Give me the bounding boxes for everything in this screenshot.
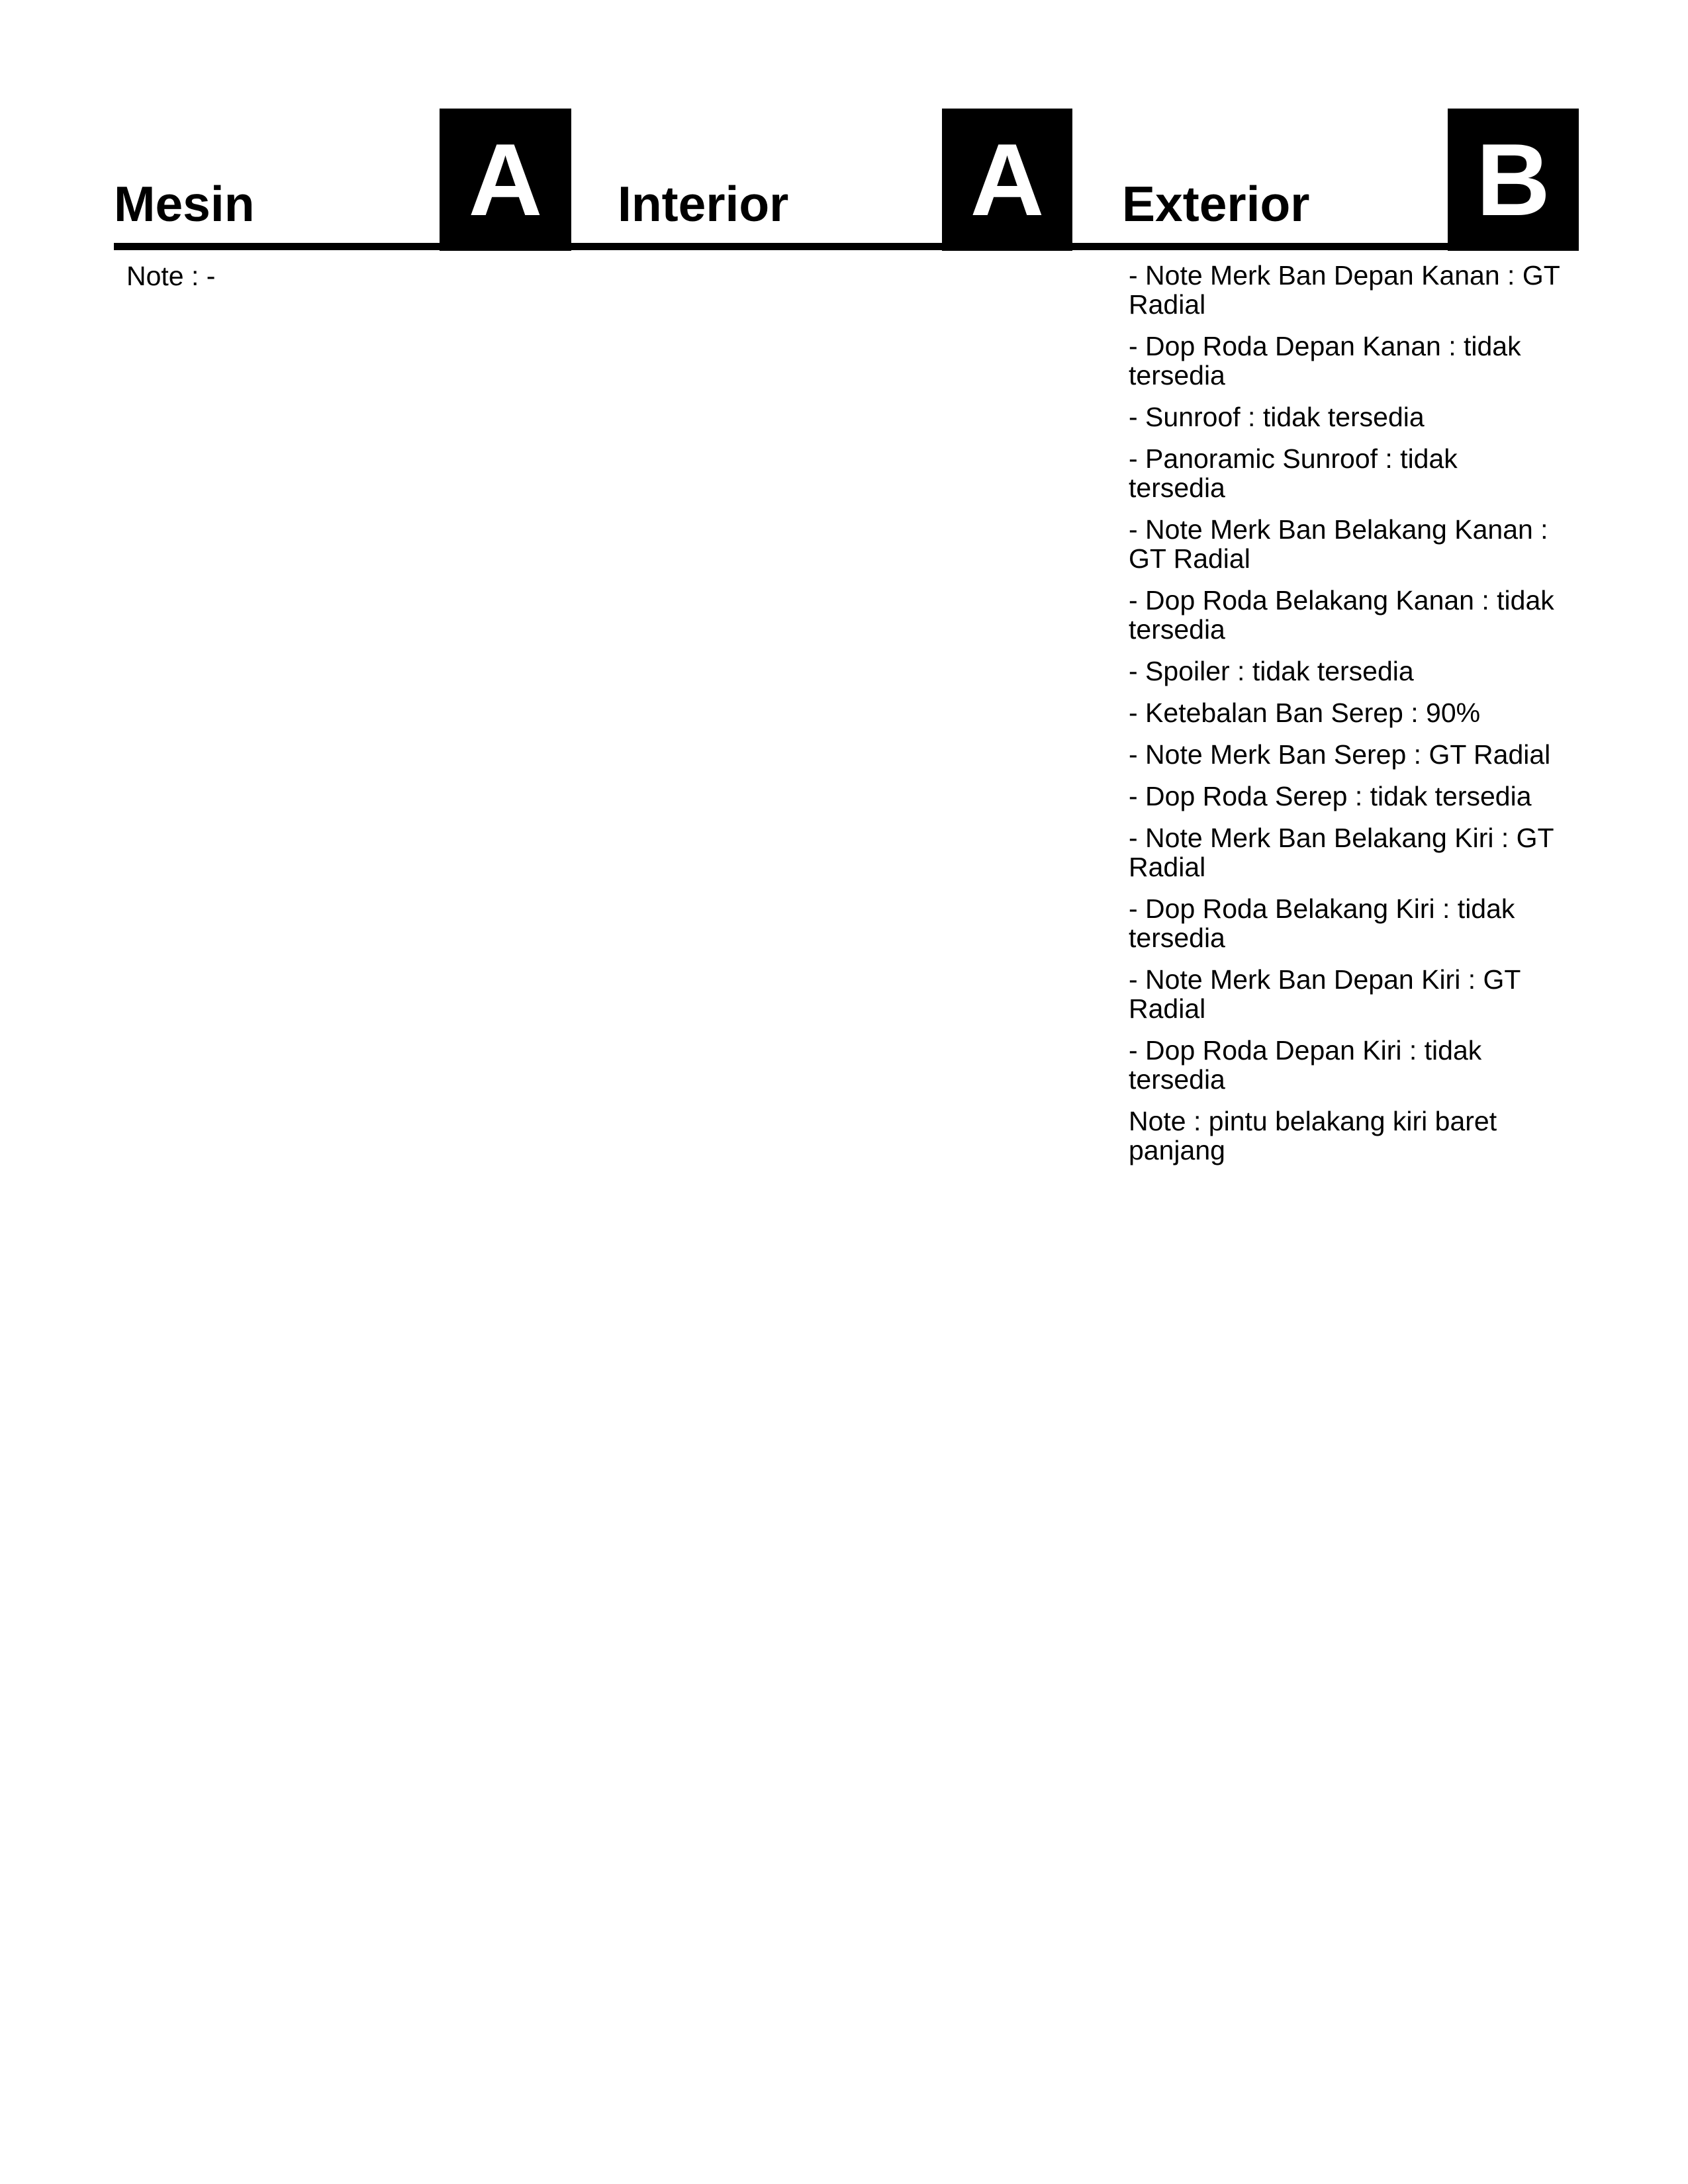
- exterior-item: - Dop Roda Belakang Kiri : tidak tersedia: [1129, 893, 1515, 953]
- grade-box-mesin: [440, 109, 571, 251]
- exterior-item: - Dop Roda Serep : tidak tersedia: [1129, 781, 1532, 811]
- grade-box-interior: [942, 109, 1072, 251]
- exterior-item: - Note Merk Ban Depan Kanan : GT Radial: [1129, 260, 1560, 320]
- section-title-mesin: Mesin: [114, 176, 255, 232]
- exterior-item: - Note Merk Ban Belakang Kiri : GT Radial: [1129, 823, 1554, 882]
- exterior-item: - Note Merk Ban Serep : GT Radial: [1129, 739, 1551, 770]
- exterior-item: - Dop Roda Depan Kiri : tidak tersedia: [1129, 1035, 1482, 1095]
- exterior-item: - Ketebalan Ban Serep : 90%: [1129, 698, 1481, 728]
- exterior-item: - Panoramic Sunroof : tidak tersedia: [1129, 443, 1458, 503]
- exterior-item: - Spoiler : tidak tersedia: [1129, 656, 1414, 686]
- mesin-note: Note : -: [126, 261, 216, 291]
- exterior-item: - Sunroof : tidak tersedia: [1129, 402, 1425, 432]
- grade-letter-exterior: B: [1476, 122, 1550, 237]
- grade-letter-mesin: A: [468, 122, 543, 237]
- exterior-item: - Note Merk Ban Belakang Kanan : GT Radial: [1129, 514, 1548, 574]
- grade-letter-interior: A: [970, 122, 1045, 237]
- section-title-interior: Interior: [618, 176, 789, 232]
- exterior-item: Note : pintu belakang kiri baret panjang: [1129, 1106, 1497, 1165]
- exterior-item: - Note Merk Ban Depan Kiri : GT Radial: [1129, 964, 1521, 1024]
- exterior-notes-list: [1129, 261, 1561, 1177]
- section-title-exterior: Exterior: [1122, 176, 1310, 232]
- grade-box-exterior: [1448, 109, 1579, 251]
- exterior-item: - Dop Roda Depan Kanan : tidak tersedia: [1129, 331, 1521, 390]
- exterior-item: - Dop Roda Belakang Kanan : tidak tersedia: [1129, 585, 1554, 645]
- header-underline: [114, 243, 1579, 250]
